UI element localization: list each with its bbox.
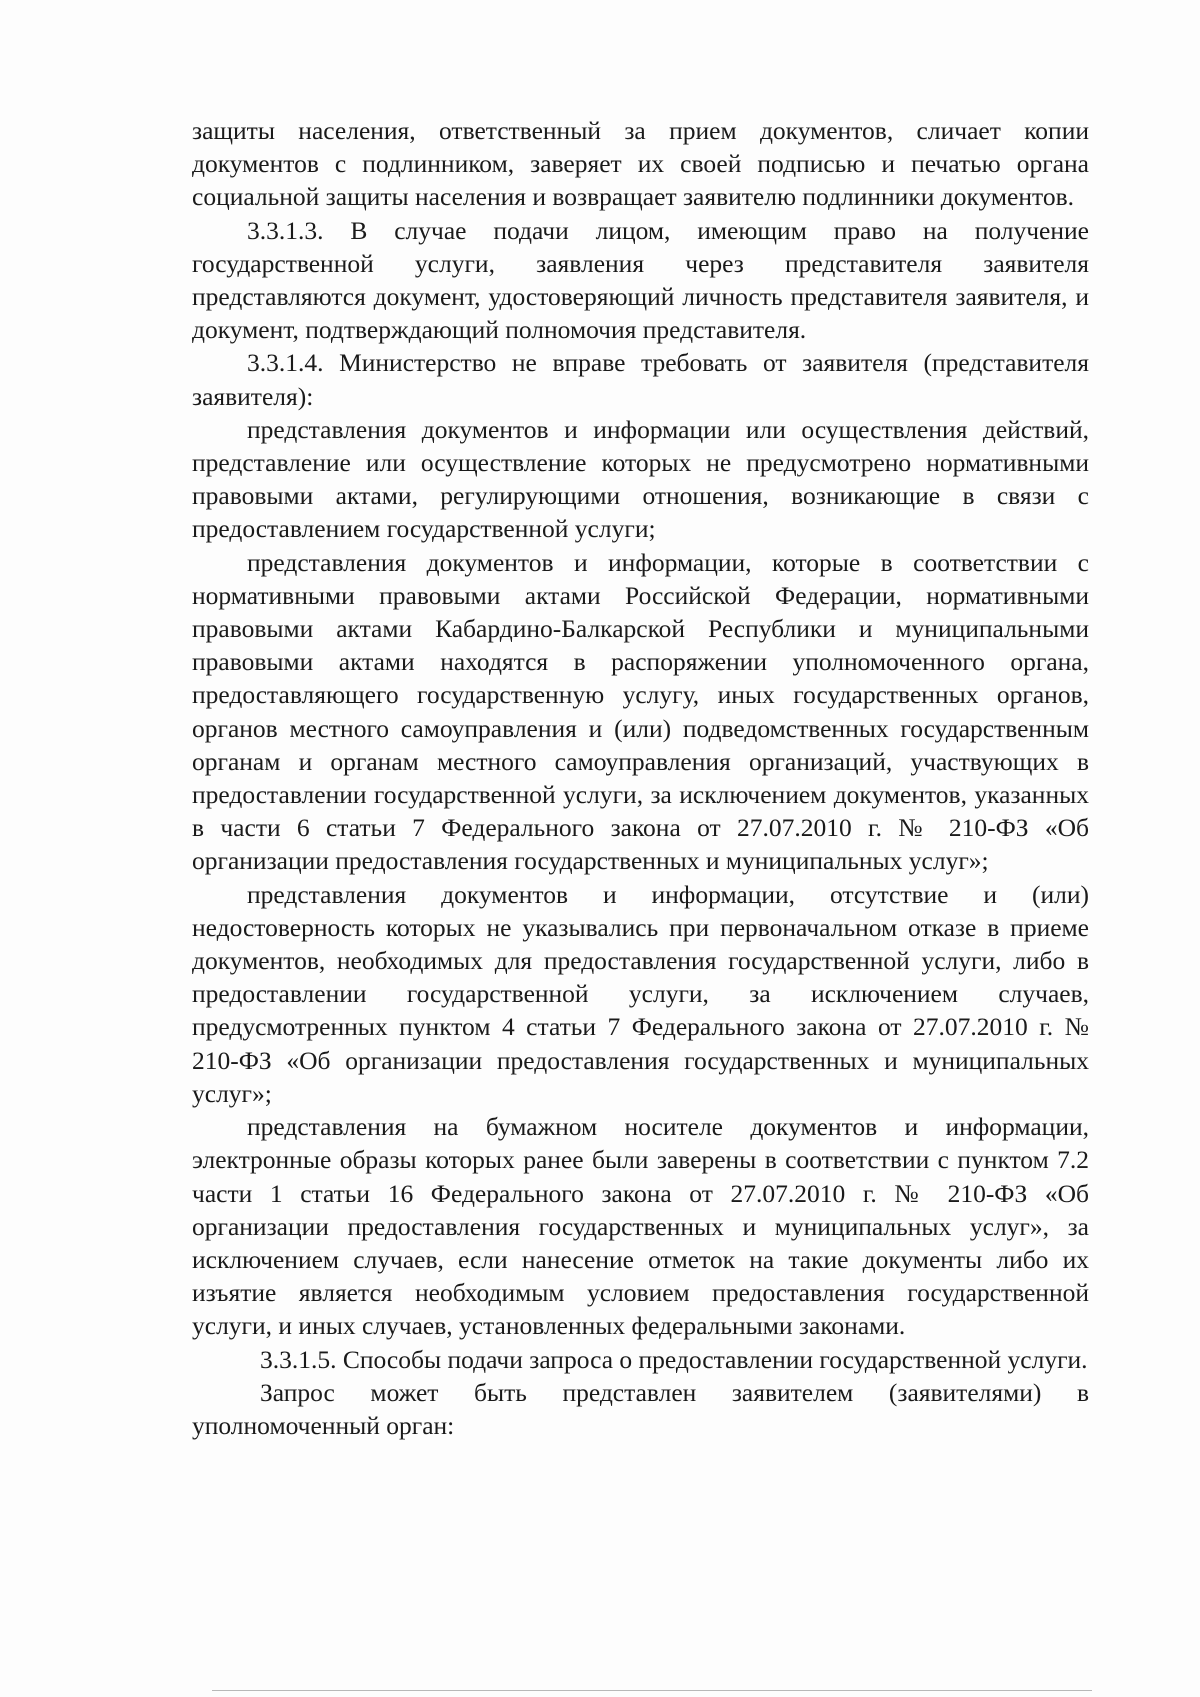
paragraph-continuation: защиты населения, ответственный за прием документов, сличает копии документов с подлинником, заверяет их своей подписью и печатью органа социальной защиты населения и возвращает заявителю подлинники документов. xyxy=(192,116,1089,212)
scan-edge-line xyxy=(212,1690,1092,1691)
paragraph-request: Запрос может быть представлен заявителем (заявителями) в уполномоченный орган: xyxy=(192,1377,1089,1440)
paragraph-3-3-1-3: 3.3.1.3. В случае подачи лицом, имеющим право на получение государственной услуги, заявления через представителя заявителя представляются документ, удостоверяющий личность представителя заявителя, и документ, подтверждающий полномочия представителя. xyxy=(192,215,1089,345)
paragraph-item-1: представления документов и информации или осуществления действий, представление или осуществление которых не предусмотрено нормативными правовыми актами, регулирующими отношения, возникающие в связи с предоставлением государственной услуги; xyxy=(192,414,1089,544)
paragraph-3-3-1-4: 3.3.1.4. Министерство не вправе требовать от заявителя (представителя заявителя): xyxy=(192,348,1089,411)
paragraph-item-4: представления на бумажном носителе документов и информации, электронные образы которых ранее были заверены в соответствии с пунктом 7.2 части 1 статьи 16 Федерального закона от 27.07.2010 г. № 210-ФЗ «Об организации предоставления государственных и муниципальных услуг», за исключением случаев, если нанесение отметок на такие документы либо их изъятие является необходимым условием предоставления государственной услуги, и иных случаев, установленных федеральными законами. xyxy=(192,1112,1089,1341)
paragraph-item-3: представления документов и информации, отсутствие и (или) недостоверность которых не указывались при первоначальном отказе в приеме документов, необходимых для предоставления государственной услуги, либо в предоставлении государственной услуги, за исключением случаев, предусмотренных пунктом 4 статьи 7 Федерального закона от 27.07.2010 г. № 210-ФЗ «Об организации предоставления государственных и муниципальных услуг»; xyxy=(192,879,1089,1108)
paragraph-item-2: представления документов и информации, которые в соответствии с нормативными правовыми актами Российской Федерации, нормативными правовыми актами Кабардино-Балкарской Республики и муниципальными правовыми актами находятся в распоряжении уполномоченного органа, предоставляющего государственную услугу, иных государственных органов, органов местного самоуправления и (или) подведомственных государственным органам и органам местного самоуправления организаций, участвующих в предоставлении государственной услуги, за исключением документов, указанных в части 6 статьи 7 Федерального закона от 27.07.2010 г. № 210-ФЗ «Об организации предоставления государственных и муниципальных услуг»; xyxy=(192,547,1089,876)
document-body xyxy=(192,114,1089,1442)
paragraph-3-3-1-5: 3.3.1.5. Способы подачи запроса о предоставлении государственной услуги. xyxy=(260,1344,1088,1374)
